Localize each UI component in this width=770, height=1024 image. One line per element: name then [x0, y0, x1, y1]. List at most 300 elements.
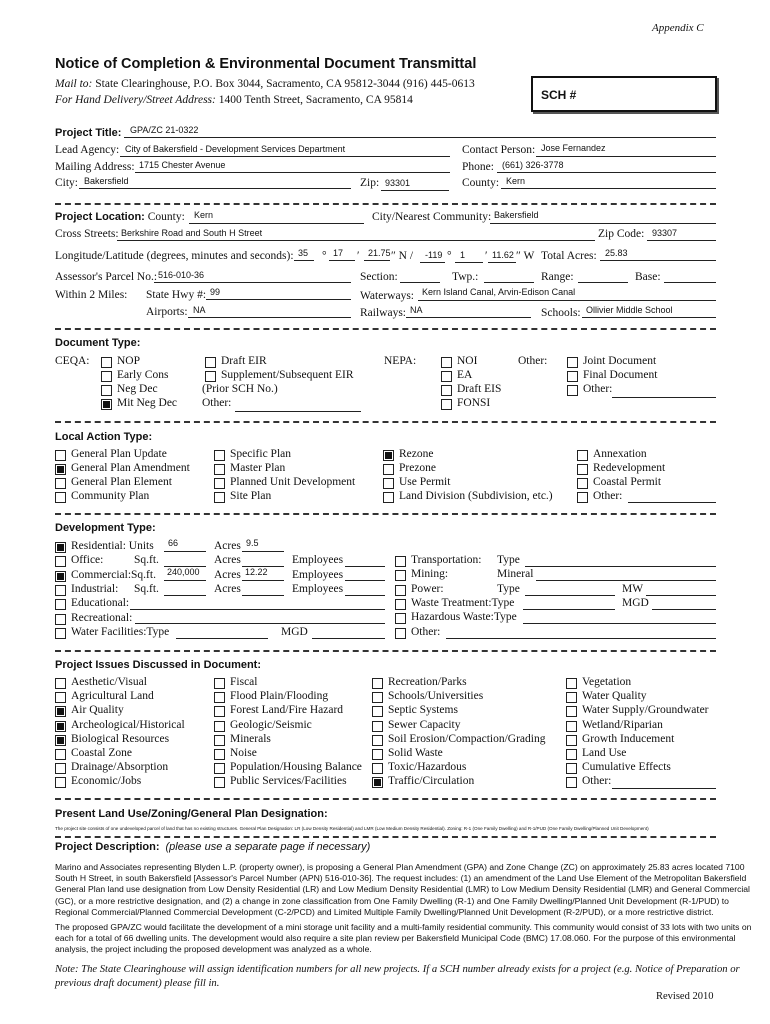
lat-seconds[interactable]: 21.75 — [368, 248, 391, 258]
commercial-sqft-value[interactable]: 240,000 — [167, 567, 200, 577]
checkbox-other[interactable] — [567, 385, 578, 396]
checkbox-traffic-circulation[interactable] — [372, 777, 383, 788]
contact-person-label: Contact Person: — [462, 144, 536, 156]
checkbox-label: Redevelopment — [593, 462, 666, 474]
project-issues-header: Project Issues Discussed in Document: — [55, 659, 262, 671]
lat-min-line — [329, 260, 355, 261]
zip-value[interactable]: 93301 — [385, 178, 411, 188]
checkbox-label: Aesthetic/Visual — [71, 676, 147, 688]
employees-label: Employees — [292, 569, 344, 581]
hand-delivery-line: For Hand Delivery/Street Address: 1400 Tenth Street, Sacramento, CA 95814 — [55, 94, 413, 106]
checkbox-water[interactable] — [55, 628, 66, 639]
development-type-header: Development Type: — [55, 522, 156, 534]
state-hwy-line — [206, 299, 351, 300]
section-line[interactable] — [400, 282, 440, 283]
section-divider — [55, 650, 716, 652]
checkbox-label: Other: — [583, 383, 613, 395]
checkbox-other[interactable] — [566, 777, 577, 788]
checkbox-annexation[interactable] — [577, 450, 588, 461]
county-value[interactable]: Kern — [506, 176, 526, 186]
mgd-label-2: MGD — [622, 597, 649, 609]
checkbox-draft-eis[interactable] — [441, 385, 452, 396]
mailing-address-line — [135, 172, 450, 173]
checkbox-label: Water Supply/Groundwater — [582, 704, 709, 717]
local-action-header: Local Action Type: — [55, 431, 153, 443]
acres-label: Acres — [214, 569, 241, 581]
checkbox-community-plan[interactable] — [55, 492, 66, 503]
checkbox-label: Coastal Zone — [71, 747, 132, 759]
checkbox-label: Rezone — [399, 448, 434, 460]
location-county-value[interactable]: Kern — [194, 210, 214, 220]
residential-acres-value[interactable]: 9.5 — [246, 538, 259, 548]
degree-symbol: ° — [322, 250, 327, 262]
residential-units-line — [164, 551, 206, 552]
text-line: General Plan land use designation from Low Density Residential (LR) and Low Medium Density Residential (LMR) to Low Medium Density Residential (LMR) and General Commercial — [55, 884, 750, 895]
checkbox-label: Prezone — [399, 462, 437, 474]
transport-type-line[interactable] — [525, 566, 716, 567]
base-line[interactable] — [664, 282, 716, 283]
text-line: Regional Commercial/Planned Commercial Development (C-2/PCD) and Limited Multiple Family Dwelling/Planned Unit Development (R-2/PUD), or a more restrictive district. — [55, 906, 714, 917]
checkbox-biological-resources[interactable] — [55, 735, 66, 746]
total-acres-line — [600, 260, 716, 261]
range-line[interactable] — [578, 282, 628, 283]
checkbox-label: Recreation/Parks — [388, 676, 467, 688]
text-line: South H Street, in south Bakersfield [Assessor's Parcel Number (APN) 516-010-36]. The request includes: (1) an amendment of the Land Use Element of the Metropolitan Bakersfield — [55, 873, 747, 884]
sch-number-box[interactable] — [531, 76, 717, 112]
degree-symbol-2: ° — [447, 250, 452, 262]
industrial-acres-line[interactable] — [242, 595, 284, 596]
apn-value[interactable]: 516-010-36 — [158, 270, 205, 280]
text-line: each for a total of 66 dwelling units. The development would also require a site plan review per Bakersfield Municipal Code (BMC) 17.08.060. For the purpose of this environmental — [55, 933, 736, 944]
location-zip-line — [647, 240, 716, 241]
city-value[interactable]: Bakersfield — [84, 176, 129, 186]
airports-line — [188, 317, 351, 318]
base-label: Base: — [635, 271, 661, 283]
state-hwy-value[interactable]: 99 — [210, 287, 221, 297]
county-line — [501, 188, 716, 189]
residential-acres-line — [242, 551, 284, 552]
text-line: (GC), or a more restrictive designation, and (2) a change in zone classification from One Family Dwelling (R-1) and One Family Dwelling/Planned Unit Development (R-1/PUD) to — [55, 895, 729, 906]
mailing-address-label: Mailing Address: — [55, 161, 135, 173]
project-description-paragraph-1[interactable] — [55, 862, 750, 918]
checkbox-label: Toxic/Hazardous — [388, 761, 467, 774]
checkbox-label: Public Services/Facilities — [230, 775, 347, 788]
mgd-label: MGD — [281, 626, 308, 638]
other-doc-label: Other: — [518, 355, 548, 367]
location-county-line — [189, 223, 364, 224]
checkbox-schools-universities[interactable] — [372, 692, 383, 703]
residential-label: Residential: Units — [71, 540, 154, 552]
checkbox-site-plan[interactable] — [214, 492, 225, 503]
checkbox-label: Population/Housing Balance — [230, 761, 362, 774]
checkbox-label: Traffic/Circulation — [388, 775, 475, 788]
dev-other-line[interactable] — [446, 638, 716, 639]
checkbox-use-permit[interactable] — [383, 478, 394, 489]
educational-label: Educational: — [71, 597, 130, 610]
hazardous-type-line[interactable] — [523, 623, 716, 624]
schools-line — [582, 317, 716, 318]
checkbox-label: Planned Unit Development — [230, 476, 356, 488]
land-use-header: Present Land Use/Zoning/General Plan Designation: — [55, 808, 328, 820]
checkbox-geologic-seismic[interactable] — [214, 721, 225, 732]
mailing-address-value[interactable]: 1715 Chester Avenue — [139, 160, 226, 170]
waste-mgd-line[interactable] — [652, 609, 716, 610]
checkbox-label: Air Quality — [71, 704, 124, 717]
checkbox-hazardous[interactable] — [395, 613, 406, 624]
checkbox-air-quality[interactable] — [55, 706, 66, 717]
checkbox-flood-plain-flooding[interactable] — [214, 692, 225, 703]
checkbox-label: Final Document — [583, 369, 658, 381]
project-description-header: Project Description: (please use a separate page if necessary) — [55, 841, 371, 853]
total-acres-label: Total Acres: — [541, 250, 597, 262]
mineral-line[interactable] — [536, 580, 716, 581]
lat-sec-line — [364, 260, 390, 261]
checkbox-redevelopment[interactable] — [577, 464, 588, 475]
checkbox-industrial[interactable] — [55, 585, 66, 596]
checkbox-draft-eir[interactable] — [205, 357, 216, 368]
sch-label: SCH # — [541, 88, 577, 102]
checkbox-planned-unit-development[interactable] — [214, 478, 225, 489]
section-divider — [55, 798, 716, 800]
twp-line[interactable] — [484, 282, 534, 283]
checkbox-wetland-riparian[interactable] — [566, 721, 577, 732]
checkbox-master-plan[interactable] — [214, 464, 225, 475]
checkbox-minerals[interactable] — [214, 735, 225, 746]
lead-agency-value[interactable]: City of Bakersfield - Development Services Department — [125, 144, 346, 154]
transportation-label: Transportation: — [411, 554, 482, 566]
waterways-line — [418, 300, 716, 301]
apn-line — [154, 282, 351, 283]
checkbox-supplement-subsequent-eir[interactable] — [205, 371, 216, 382]
cross-streets-label: Cross Streets: — [55, 228, 119, 240]
railways-line — [406, 317, 531, 318]
checkbox-label: Coastal Permit — [593, 476, 662, 488]
project-location-row: Project Location: County: — [55, 211, 185, 223]
checkbox-early-cons[interactable] — [101, 371, 112, 382]
community-value[interactable]: Bakersfield — [494, 210, 539, 220]
power-mw-line[interactable] — [646, 595, 716, 596]
checkbox-forest-land-fire-hazard[interactable] — [214, 706, 225, 717]
checkbox-coastal-zone[interactable] — [55, 749, 66, 760]
contact-person-value[interactable]: Jose Fernandez — [541, 143, 606, 153]
checkbox-water-supply-groundwater[interactable] — [566, 706, 577, 717]
checkbox-vegetation[interactable] — [566, 678, 577, 689]
checkbox-soil-erosion-compaction-grading[interactable] — [372, 735, 383, 746]
section-divider — [55, 513, 716, 515]
waste-type-line[interactable] — [523, 609, 615, 610]
revised-label: Revised 2010 — [656, 991, 714, 1002]
industrial-sqft-line[interactable] — [164, 595, 206, 596]
land-use-text[interactable]: The project site consists of one undeveloped parcel of land that has no existing structures. General Plan Designation: LR (Low Density Residential) and LMR (Low Medium Density Residential). Zoning: R-1 (One Family Dwelling) and R-1/PUD (One Family Dwelling/Planned Unit Development) — [55, 826, 649, 831]
community-line — [490, 223, 716, 224]
checkbox-label: Master Plan — [230, 462, 286, 474]
checkbox-label: Land Use — [582, 747, 627, 759]
checkbox-noise[interactable] — [214, 749, 225, 760]
appendix-label: Appendix C — [652, 22, 704, 34]
checkbox-label: Soil Erosion/Compaction/Grading — [388, 732, 546, 745]
office-employees-line[interactable] — [345, 566, 385, 567]
section-divider — [55, 421, 716, 423]
checkbox-label: Septic Systems — [388, 704, 458, 717]
commercial-sqft-line — [164, 580, 206, 581]
water-mgd-line[interactable] — [312, 638, 385, 639]
employees-label: Employees — [292, 554, 344, 566]
recreational-line[interactable] — [135, 623, 385, 624]
other-doc-line[interactable] — [612, 397, 716, 398]
commercial-label: Commercial:Sq.ft. — [71, 568, 156, 581]
north-label: ″ N / — [391, 250, 414, 262]
checkbox-office[interactable] — [55, 556, 66, 567]
industrial-employees-line[interactable] — [345, 595, 385, 596]
checkbox-economic-jobs[interactable] — [55, 777, 66, 788]
checkbox-label: Sewer Capacity — [388, 718, 461, 731]
checkbox-label: General Plan Amendment — [71, 462, 190, 474]
state-hwy-label: State Hwy #: — [146, 289, 207, 301]
checkbox-toxic-hazardous[interactable] — [372, 763, 383, 774]
checkbox-population-housing-balance[interactable] — [214, 763, 225, 774]
checkbox-power[interactable] — [395, 585, 406, 596]
checkbox-recreational[interactable] — [55, 614, 66, 625]
issues-other-line[interactable] — [612, 788, 716, 789]
prior-sch-label: (Prior SCH No.) — [202, 383, 278, 395]
checkbox-label: Other: — [582, 775, 612, 788]
checkbox-label: Use Permit — [399, 476, 451, 488]
checkbox-septic-systems[interactable] — [372, 706, 383, 717]
checkbox-label: Early Cons — [117, 369, 169, 381]
lead-agency-line — [120, 156, 450, 157]
checkbox-label: General Plan Update — [71, 448, 167, 460]
office-label: Office: — [71, 554, 104, 567]
zip-line — [381, 190, 449, 191]
section-divider — [55, 328, 716, 330]
checkbox-label: Other: — [593, 490, 623, 502]
twp-label: Twp.: — [452, 271, 479, 283]
project-description-paragraph-2[interactable] — [55, 922, 751, 956]
apn-label: Assessor's Parcel No.: — [55, 271, 158, 283]
phone-line — [497, 172, 716, 173]
checkbox-mit-neg-dec[interactable] — [101, 399, 112, 410]
checkbox-label: NOP — [117, 355, 141, 367]
checkbox-transportation[interactable] — [395, 556, 406, 567]
cross-streets-line — [117, 240, 595, 241]
lon-sec-line — [488, 262, 516, 263]
section-label: Section: — [360, 271, 398, 283]
other-label: Other: — [411, 625, 441, 638]
location-zip-label: Zip Code: — [598, 228, 645, 240]
checkbox-label: Vegetation — [582, 676, 632, 688]
checkbox-general-plan-amendment[interactable] — [55, 464, 66, 475]
checkbox-public-services-facilities[interactable] — [214, 777, 225, 788]
checkbox-label: Specific Plan — [230, 448, 291, 460]
checkbox-specific-plan[interactable] — [214, 450, 225, 461]
checkbox-noi[interactable] — [441, 357, 452, 368]
checkbox-label: Agricultural Land — [71, 690, 154, 703]
railways-value[interactable]: NA — [410, 305, 423, 315]
checkbox-neg-dec[interactable] — [101, 385, 112, 396]
checkbox-ea[interactable] — [441, 371, 452, 382]
checkbox-other[interactable] — [577, 492, 588, 503]
checkbox-label: Site Plan — [230, 490, 272, 502]
lat-deg-line — [294, 260, 314, 261]
ceqa-other-label: Other: — [202, 397, 232, 409]
mail-to-line: Mail to: State Clearinghouse, P.O. Box 3044, Sacramento, CA 95812-3044 (916) 445-0613 — [55, 78, 475, 90]
lon-degrees[interactable]: -119 — [425, 250, 443, 260]
airports-label: Airports: — [146, 306, 188, 318]
project-title-line — [124, 137, 716, 138]
location-zip-value[interactable]: 93307 — [652, 228, 678, 238]
checkbox-label: Community Plan — [71, 490, 150, 502]
industrial-label: Industrial: — [71, 582, 119, 595]
checkbox-label: Noise — [230, 747, 257, 759]
checkbox-label: Minerals — [230, 732, 271, 745]
checkbox-cumulative-effects[interactable] — [566, 763, 577, 774]
lon-minutes[interactable]: 1 — [460, 250, 466, 260]
commercial-acres-value[interactable]: 12.22 — [245, 567, 268, 577]
airports-value[interactable]: NA — [193, 305, 206, 315]
residential-units-value[interactable]: 66 — [168, 538, 179, 548]
checkbox-fonsi[interactable] — [441, 399, 452, 410]
acres-label: Acres — [214, 540, 241, 552]
zip-label: Zip: — [360, 177, 380, 189]
total-acres-value[interactable]: 25.83 — [605, 248, 628, 258]
lat-degrees[interactable]: 35 — [298, 248, 309, 258]
checkbox-coastal-permit[interactable] — [577, 478, 588, 489]
county-label: County: — [462, 177, 500, 189]
project-title-label: Project Title: — [55, 127, 122, 139]
commercial-employees-line[interactable] — [345, 580, 385, 581]
water-type-line[interactable] — [176, 638, 268, 639]
city-line — [79, 188, 351, 189]
checkbox-label: Economic/Jobs — [71, 775, 142, 788]
checkbox-educational[interactable] — [55, 599, 66, 610]
checkbox-commercial[interactable] — [55, 571, 66, 582]
cross-streets-value[interactable]: Berkshire Road and South H Street — [121, 228, 263, 238]
checkbox-water-quality[interactable] — [566, 692, 577, 703]
checkbox-label: Geologic/Seismic — [230, 718, 312, 731]
checkbox-general-plan-update[interactable] — [55, 450, 66, 461]
checkbox-growth-inducement[interactable] — [566, 735, 577, 746]
text-line: previous draft document) please fill in. — [55, 978, 220, 989]
checkbox-sewer-capacity[interactable] — [372, 721, 383, 732]
checkbox-fiscal[interactable] — [214, 678, 225, 689]
checkbox-label: Growth Inducement — [582, 732, 675, 745]
checkbox-residential[interactable] — [55, 542, 66, 553]
within-2-miles-label: Within 2 Miles: — [55, 289, 128, 301]
power-type-label: Type — [497, 583, 520, 595]
latlong-label: Longitude/Latitude (degrees, minutes and seconds): — [55, 250, 294, 262]
text-line: Marino and Associates representing Blyden L.P. (property owner), is proposing a General Plan Amendment (GPA) and Zone Change (ZC) on approximately 25.83 acres located 7100 — [55, 862, 745, 872]
checkbox-agricultural-land[interactable] — [55, 692, 66, 703]
checkbox-mining[interactable] — [395, 570, 406, 581]
checkbox-land-division-subdivision-etc[interactable] — [383, 492, 394, 503]
ceqa-other-line[interactable] — [235, 411, 361, 412]
mw-label: MW — [622, 583, 644, 595]
railways-label: Railways: — [360, 307, 406, 319]
checkbox-label: Joint Document — [583, 355, 657, 367]
mineral-label: Mineral — [497, 568, 534, 580]
community-label: City/Nearest Community: — [372, 211, 492, 223]
range-label: Range: — [541, 271, 574, 283]
contact-person-line — [536, 156, 716, 157]
lead-agency-label: Lead Agency: — [55, 144, 120, 156]
checkbox-label: Neg Dec — [117, 383, 158, 395]
text-line: analysis, the project including the proposed development was analyzed as a whole. — [55, 944, 372, 955]
section-divider — [55, 836, 716, 838]
checkbox-label: Annexation — [593, 448, 647, 460]
checkbox-nop[interactable] — [101, 357, 112, 368]
west-label: ″ W — [516, 250, 535, 262]
lon-seconds[interactable]: 11.62 — [492, 250, 514, 260]
checkbox-solid-waste[interactable] — [372, 749, 383, 760]
checkbox-label: Mit Neg Dec — [117, 397, 178, 409]
hazardous-label: Hazardous Waste:Type — [411, 611, 517, 624]
sqft-label: Sq.ft. — [134, 583, 159, 595]
phone-label: Phone: — [462, 161, 494, 173]
text-line: The proposed GPA/ZC would facilitate the development of a mini storage unit facility and a multi-family residential community. This community would consist of 33 lots with two units on — [55, 922, 752, 932]
checkbox-label: Land Division (Subdivision, etc.) — [399, 490, 553, 502]
checkbox-label: General Plan Element — [71, 476, 172, 488]
checkbox-land-use[interactable] — [566, 749, 577, 760]
section-divider — [55, 203, 716, 205]
checkbox-recreation-parks[interactable] — [372, 678, 383, 689]
commercial-acres-line — [242, 580, 284, 581]
checkbox-label: Schools/Universities — [388, 690, 484, 703]
phone-value[interactable]: (661) 326-3778 — [502, 160, 564, 170]
checkbox-label: Wetland/Riparian — [582, 718, 663, 731]
schools-value[interactable]: Ollivier Middle School — [586, 305, 673, 315]
checkbox-label: NOI — [457, 355, 478, 367]
educational-line[interactable] — [130, 609, 385, 610]
acres-label: Acres — [214, 554, 241, 566]
checkbox-waste[interactable] — [395, 599, 406, 610]
power-type-line[interactable] — [525, 595, 615, 596]
checkbox-prezone[interactable] — [383, 464, 394, 475]
mining-label: Mining: — [411, 568, 449, 581]
transport-type-label: Type — [497, 554, 520, 566]
checkbox-label: Water Quality — [582, 690, 647, 703]
waterways-value[interactable]: Kern Island Canal, Arvin-Edison Canal — [422, 287, 576, 297]
minute-symbol-2: ′ — [485, 250, 488, 262]
checkbox-label: FONSI — [457, 397, 491, 409]
checkbox-label: Cumulative Effects — [582, 761, 671, 774]
sqft-label: Sq.ft. — [134, 554, 159, 566]
minute-symbol: ′ — [357, 250, 360, 262]
checkbox-general-plan-element[interactable] — [55, 478, 66, 489]
checkbox-rezone[interactable] — [383, 450, 394, 461]
checkbox-final-document[interactable] — [567, 371, 578, 382]
waterways-label: Waterways: — [360, 290, 414, 302]
checkbox-archeological-historical[interactable] — [55, 721, 66, 732]
checkbox-label: Drainage/Absorption — [71, 761, 169, 774]
ceqa-label: CEQA: — [55, 355, 90, 367]
lon-deg-line — [420, 262, 445, 263]
checkbox-label: EA — [457, 369, 473, 381]
checkbox-label: Flood Plain/Flooding — [230, 690, 329, 703]
checkbox-aesthetic-visual[interactable] — [55, 678, 66, 689]
checkbox-drainage-absorption[interactable] — [55, 763, 66, 774]
checkbox-other[interactable] — [395, 628, 406, 639]
project-title-value[interactable]: GPA/ZC 21-0322 — [130, 125, 199, 135]
checkbox-joint-document[interactable] — [567, 357, 578, 368]
checkbox-label: Supplement/Subsequent EIR — [221, 369, 354, 381]
checkbox-label: Fiscal — [230, 676, 258, 688]
checkbox-label: Forest Land/Fire Hazard — [230, 704, 344, 717]
employees-label: Employees — [292, 583, 344, 595]
checkbox-label: Archeological/Historical — [71, 718, 185, 731]
local-other-line[interactable] — [628, 502, 716, 503]
lat-minutes[interactable]: 17 — [333, 248, 344, 258]
power-label: Power: — [411, 582, 444, 595]
